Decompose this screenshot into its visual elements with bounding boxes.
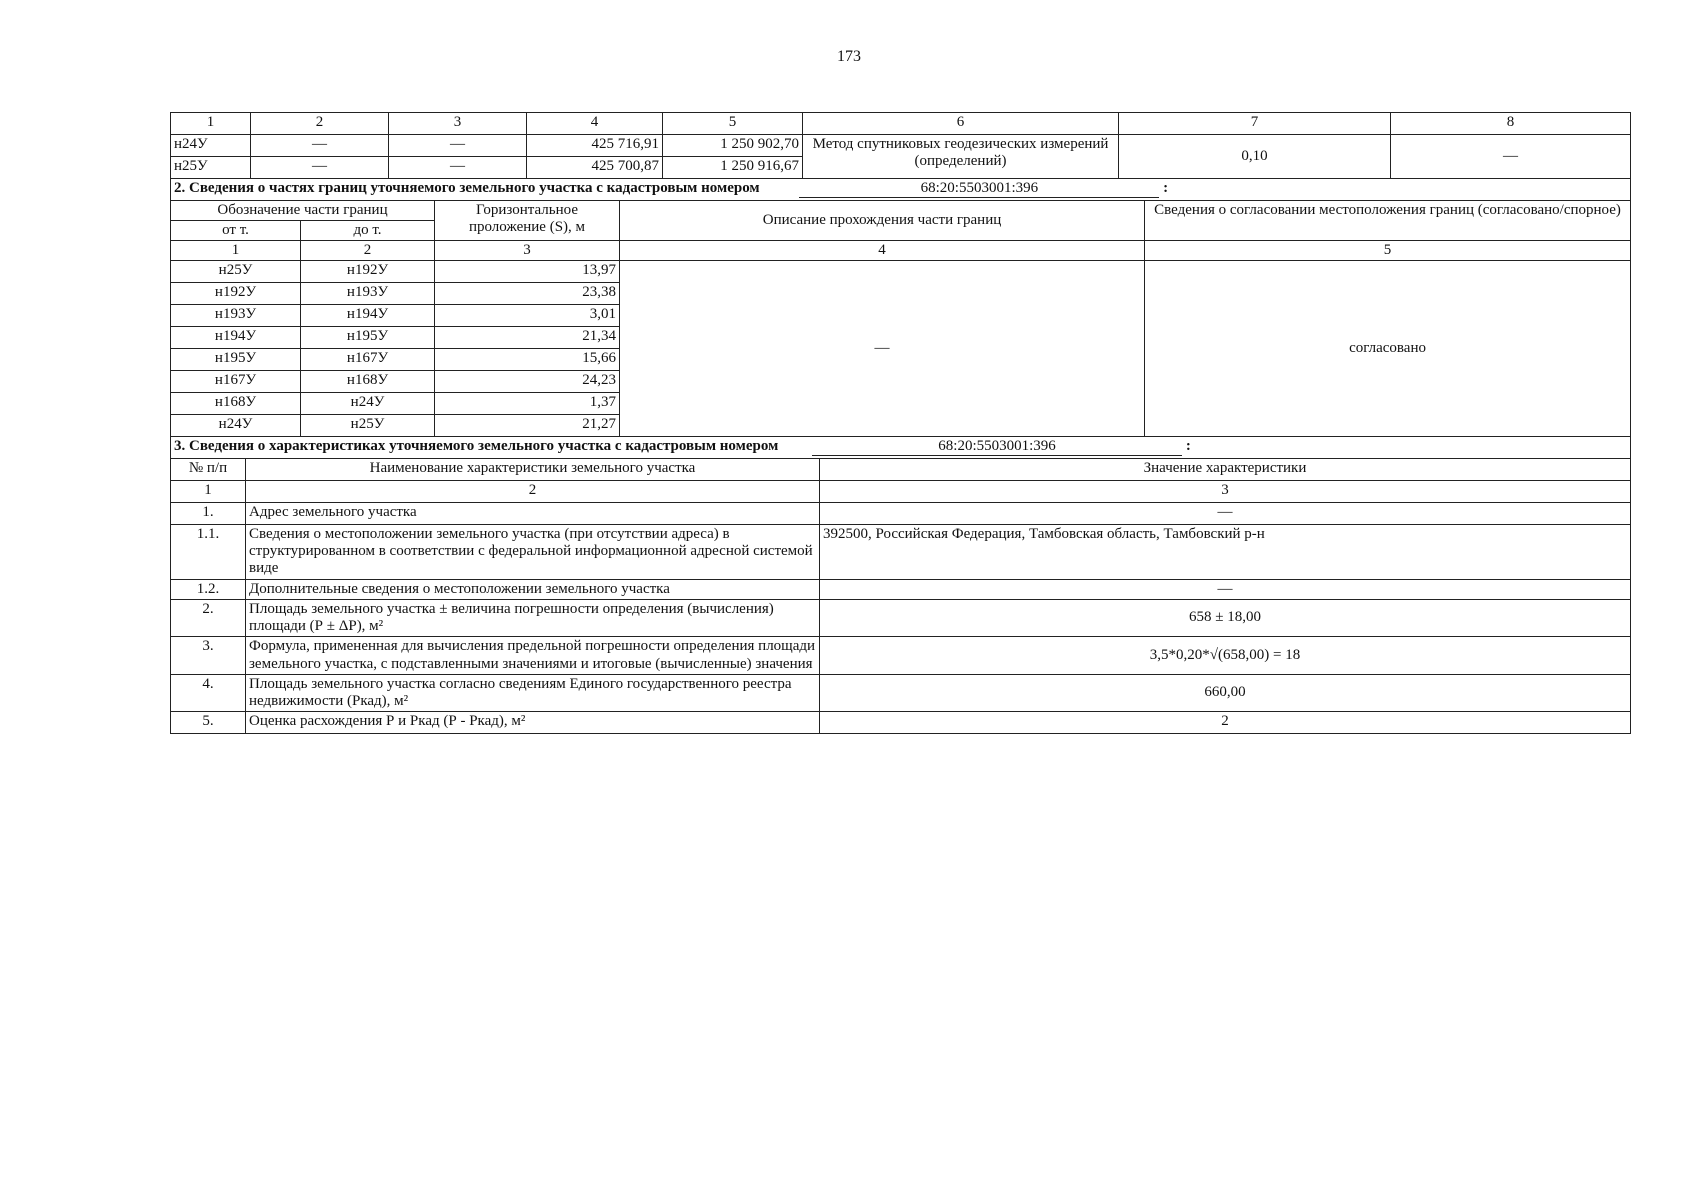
header-from: от т. — [171, 220, 301, 240]
col-number: 3 — [820, 480, 1631, 502]
section3-colon: : — [1185, 437, 1191, 454]
cell-value: — — [389, 157, 527, 179]
col-number: 2 — [301, 241, 435, 261]
horizontal-distance: 21,34 — [435, 327, 620, 349]
document-body — [170, 112, 1630, 734]
cell-value: — — [389, 135, 527, 157]
header-name: Наименование характеристики земельного участка — [246, 458, 820, 480]
section2-colon: : — [1163, 179, 1169, 196]
header-horizontal: Горизонтальное проложение (S), м — [435, 200, 620, 241]
characteristic-name: Формула, примененная для вычисления предельной погрешности определения площади земельного участка, с подставленными значениями и итоговые (вычисленные) значения — [246, 637, 820, 675]
horizontal-distance: 1,37 — [435, 393, 620, 415]
coordinates-table — [170, 112, 1631, 179]
col-number: 2 — [251, 113, 389, 135]
table-row — [171, 524, 1631, 579]
horizontal-distance: 21,27 — [435, 415, 620, 437]
section3-header-row — [171, 458, 1631, 480]
coordinate-y: 1 250 902,70 — [663, 135, 803, 157]
from-point: н195У — [171, 349, 301, 371]
horizontal-distance: 24,23 — [435, 371, 620, 393]
col-number: 5 — [1145, 241, 1631, 261]
accuracy-cell: 0,10 — [1119, 135, 1391, 179]
section2-title-row — [171, 178, 1631, 200]
header-agreement: Сведения о согласовании местоположения границ (согласовано/спорное) — [1145, 200, 1631, 241]
coordinate-x: 425 700,87 — [527, 157, 663, 179]
col-number: 6 — [803, 113, 1119, 135]
page-number: 173 — [837, 48, 861, 65]
table-row — [171, 599, 1631, 637]
point-label: н24У — [171, 135, 251, 157]
to-point: н193У — [301, 283, 435, 305]
table-row — [171, 674, 1631, 712]
to-point: н25У — [301, 415, 435, 437]
to-point: н24У — [301, 393, 435, 415]
col-number: 3 — [435, 241, 620, 261]
row-number: 4. — [171, 674, 246, 712]
section3-cadastral-number: 68:20:5503001:396 — [812, 438, 1182, 456]
characteristic-name: Дополнительные сведения о местоположении земельного участка — [246, 579, 820, 599]
table-row — [171, 712, 1631, 734]
characteristic-name: Площадь земельного участка согласно сведениям Единого государственного реестра недвижимости (Ркад), м² — [246, 674, 820, 712]
characteristic-name: Адрес земельного участка — [246, 502, 820, 524]
from-point: н192У — [171, 283, 301, 305]
row-number: 1.1. — [171, 524, 246, 579]
col-number: 1 — [171, 241, 301, 261]
header-num: № п/п — [171, 458, 246, 480]
table-row — [171, 637, 1631, 675]
row-number: 5. — [171, 712, 246, 734]
col8-cell: — — [1391, 135, 1631, 179]
header-to: до т. — [301, 220, 435, 240]
coordinate-y: 1 250 916,67 — [663, 157, 803, 179]
section2-colnum-row — [171, 241, 1631, 261]
cell-value: — — [251, 157, 389, 179]
col-number: 4 — [620, 241, 1145, 261]
section2-header-row — [171, 200, 1631, 220]
to-point: н168У — [301, 371, 435, 393]
row-number: 1. — [171, 502, 246, 524]
horizontal-distance: 15,66 — [435, 349, 620, 371]
characteristic-value: 2 — [820, 712, 1631, 734]
from-point: н25У — [171, 261, 301, 283]
from-point: н193У — [171, 305, 301, 327]
point-label: н25У — [171, 157, 251, 179]
characteristics-table — [170, 436, 1631, 735]
coordinate-x: 425 716,91 — [527, 135, 663, 157]
characteristic-value: 392500, Российская Федерация, Тамбовская область, Тамбовский р-н — [820, 524, 1631, 579]
row-number: 3. — [171, 637, 246, 675]
horizontal-distance: 3,01 — [435, 305, 620, 327]
characteristic-name: Площадь земельного участка ± величина погрешности определения (вычисления) площади (Р ± ΔР), м² — [246, 599, 820, 637]
from-point: н167У — [171, 371, 301, 393]
from-point: н24У — [171, 415, 301, 437]
characteristic-name: Сведения о местоположении земельного участка (при отсутствии адреса) в структурированном в соответствии с федеральной информационной адресной системой виде — [246, 524, 820, 579]
col-number: 5 — [663, 113, 803, 135]
table-row — [171, 261, 1631, 283]
characteristic-value: — — [820, 579, 1631, 599]
header-description: Описание прохождения части границ — [620, 200, 1145, 241]
section2-cadastral-number: 68:20:5503001:396 — [799, 180, 1159, 198]
table-row — [171, 579, 1631, 599]
to-point: н167У — [301, 349, 435, 371]
col-number: 3 — [389, 113, 527, 135]
agreement-value: согласовано — [1145, 261, 1631, 437]
horizontal-distance: 23,38 — [435, 283, 620, 305]
table-row — [171, 135, 1631, 157]
cell-value: — — [251, 135, 389, 157]
row-number: 1.2. — [171, 579, 246, 599]
header-value: Значение характеристики — [820, 458, 1631, 480]
col-number: 1 — [171, 113, 251, 135]
to-point: н192У — [301, 261, 435, 283]
section2-title: 2. Сведения о частях границ уточняемого земельного участка с кадастровым номером — [174, 179, 760, 196]
boundary-parts-table — [170, 178, 1631, 438]
description-value: — — [620, 261, 1145, 437]
header-boundary-part: Обозначение части границ — [171, 200, 435, 220]
table-row — [171, 502, 1631, 524]
from-point: н194У — [171, 327, 301, 349]
col-number: 2 — [246, 480, 820, 502]
characteristic-name: Оценка расхождения Р и Ркад (Р - Ркад), м² — [246, 712, 820, 734]
col-number: 8 — [1391, 113, 1631, 135]
characteristic-value: 658 ± 18,00 — [820, 599, 1631, 637]
col-number: 1 — [171, 480, 246, 502]
to-point: н194У — [301, 305, 435, 327]
method-cell: Метод спутниковых геодезических измерений (определений) — [803, 135, 1119, 179]
col-number: 4 — [527, 113, 663, 135]
to-point: н195У — [301, 327, 435, 349]
from-point: н168У — [171, 393, 301, 415]
section3-title-row — [171, 436, 1631, 458]
section3-colnum-row — [171, 480, 1631, 502]
col-number: 7 — [1119, 113, 1391, 135]
section3-title: 3. Сведения о характеристиках уточняемого земельного участка с кадастровым номером — [174, 437, 779, 454]
horizontal-distance: 13,97 — [435, 261, 620, 283]
characteristic-value: — — [820, 502, 1631, 524]
characteristic-value: 3,5*0,20*√(658,00) = 18 — [820, 637, 1631, 675]
row-number: 2. — [171, 599, 246, 637]
coordinates-header-row — [171, 113, 1631, 135]
characteristic-value: 660,00 — [820, 674, 1631, 712]
